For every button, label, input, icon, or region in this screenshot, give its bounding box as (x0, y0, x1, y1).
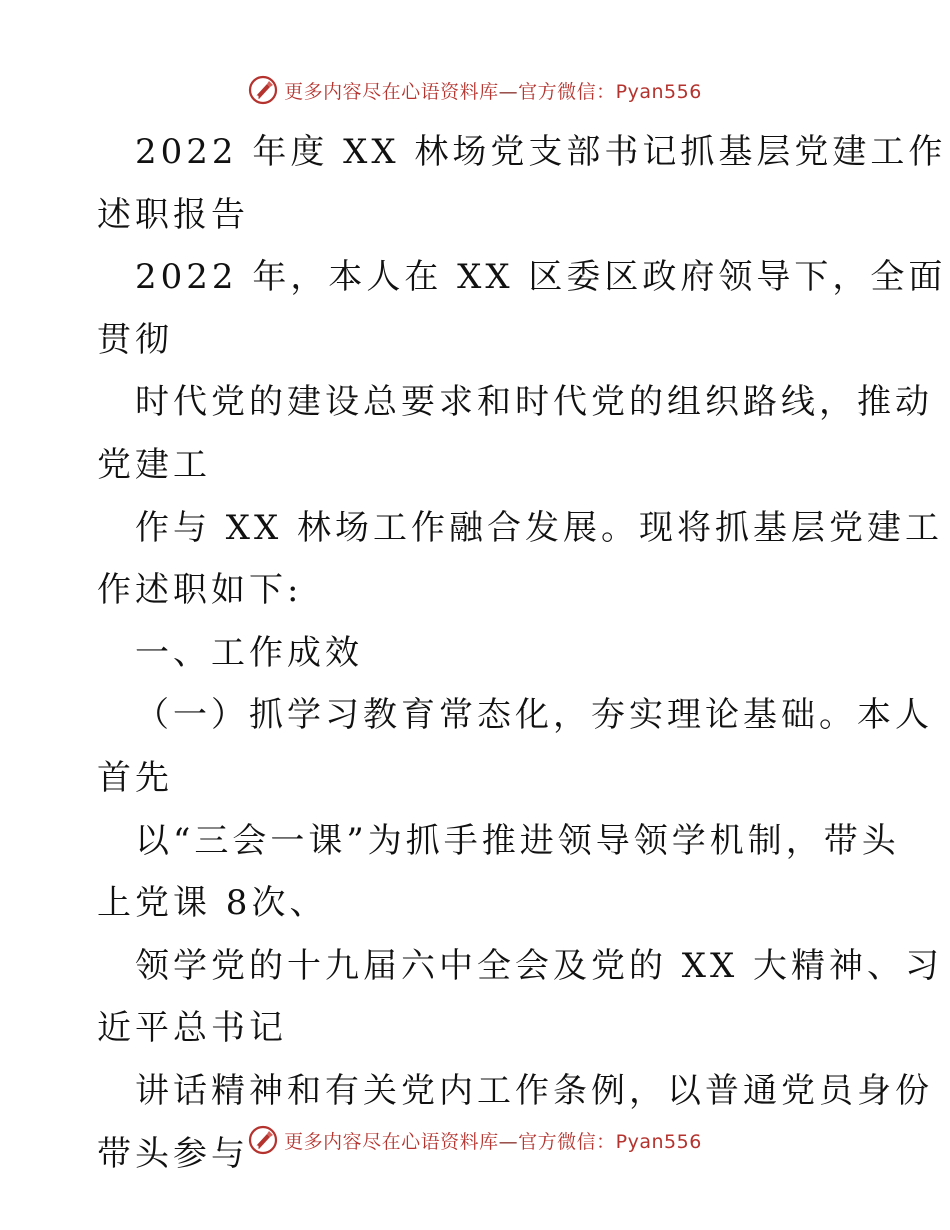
doc-title-line-2: 述职报告 (97, 194, 249, 235)
paragraph-line: 贯彻 (97, 319, 173, 360)
paragraph-line: 带头参与 (97, 1133, 249, 1174)
header-watermark (0, 70, 950, 110)
paragraph-line: 首先 (97, 757, 173, 798)
doc-title-line-1: 2022 年度 XX 林场党支部书记抓基层党建工作 (135, 132, 947, 172)
paragraph-line: 作述职如下: (97, 570, 303, 611)
paragraph-line: 党建工 (97, 444, 211, 485)
paragraph-line: （一）抓学习教育常态化，夯实理论基础。本人 (135, 695, 933, 736)
paragraph-line: 上党课 8次、 (97, 883, 328, 924)
pen-logo-icon (248, 75, 278, 105)
document-body (97, 121, 947, 1185)
paragraph-line: 近平总书记 (97, 1008, 287, 1049)
paragraph-line: 作与 XX 林场工作融合发展。现将抓基层党建工 (135, 507, 944, 548)
paragraph-line: 2022 年，本人在 XX 区委区政府领导下，全面 (135, 257, 947, 298)
watermark-text: 更多内容尽在心语资料库—官方微信：Pyan556 (284, 1130, 702, 1153)
paragraph-line: 讲话精神和有关党内工作条例，以普通党员身份 (135, 1070, 933, 1111)
pen-logo-icon (248, 1125, 278, 1155)
paragraph-line: 时代党的建设总要求和时代党的组织路线，推动 (135, 382, 933, 423)
paragraph-line: 以“三会一课”为抓手推进领导领学机制，带头 (135, 820, 900, 861)
section-heading: 一、工作成效 (135, 632, 363, 673)
footer-watermark (0, 1120, 950, 1160)
paragraph-line: 领学党的十九届六中全会及党的 XX 大精神、习 (135, 945, 944, 986)
watermark-text: 更多内容尽在心语资料库—官方微信：Pyan556 (284, 80, 702, 103)
